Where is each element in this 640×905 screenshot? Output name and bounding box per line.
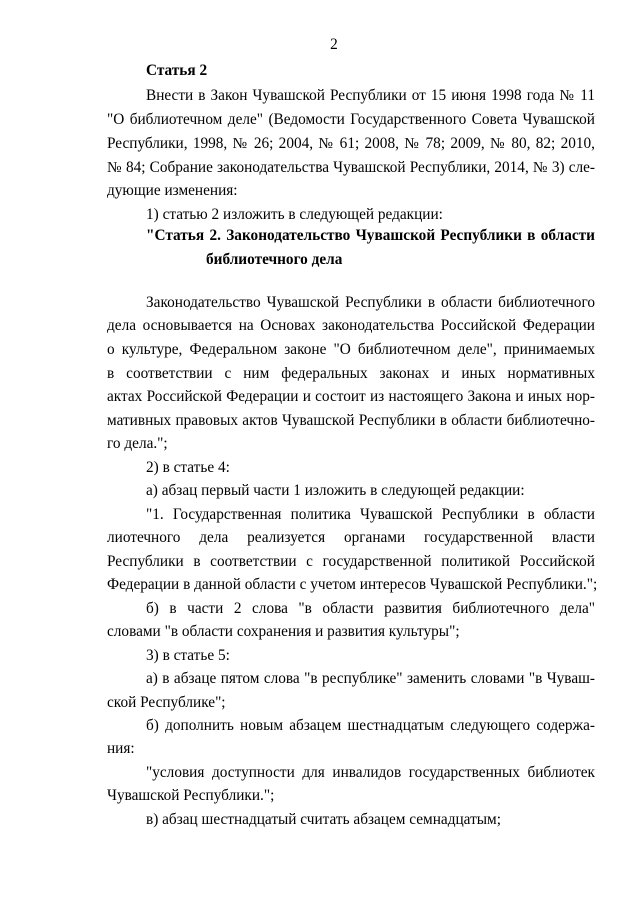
item-1: 1) статью 2 изложить в следующей редакции:	[146, 206, 443, 223]
item-2a-text-line: Республики в соответствии с государственной политикой Российской	[107, 553, 595, 570]
item-3a-line: а) в абзаце пятом слова "в республике" заменить словами "в Чуваш-	[146, 670, 595, 687]
new-article-body-line: Законодательство Чувашской Республики в области библиотечного	[146, 294, 595, 311]
item-3c: в) абзац шестнадцатый считать абзацем семнадцатым;	[146, 811, 501, 828]
item-3b-line: б) дополнить новым абзацем шестнадцатым следующего содержа-	[146, 717, 595, 734]
new-article-body-line: дела основывается на Основах законодательства Российской Федерации	[107, 317, 595, 334]
item-2: 2) в статье 4:	[146, 459, 230, 476]
new-article-body-line: актах Российской Федерации и состоит из настоящего Закона и иных нор-	[107, 388, 595, 405]
page-number: 2	[330, 36, 338, 53]
new-article-body-line: го дела.";	[107, 435, 168, 452]
article-heading: Статья 2	[146, 62, 208, 79]
item-3b-text-line: "условия доступности для инвалидов государственных библиотек	[146, 764, 595, 781]
new-article-body-line: в соответствии с ним федеральных законах и иных нормативных	[107, 365, 595, 382]
new-article-title: библиотечного дела	[206, 251, 343, 268]
item-2b-line: словами "в области сохранения и развития культуры";	[107, 623, 460, 640]
item-2b-line: б) в части 2 слова "в области развития библиотечного дела"	[146, 600, 595, 617]
item-3a-line: ской Республике";	[107, 694, 226, 711]
item-3b-text-line: Чувашской Республики.";	[107, 787, 275, 804]
new-article-title: "Статья 2. Законодательство Чувашской Республики в области	[146, 227, 595, 244]
item-2a-text-line: лиотечного дела реализуется органами государственной власти	[107, 529, 595, 546]
new-article-body-line: о культуре, Федеральном законе "О библиотечном деле", принимаемых	[107, 341, 595, 358]
intro-line: "О библиотечном деле" (Ведомости Государственного Совета Чувашской	[107, 111, 595, 128]
intro-line: дующие изменения:	[107, 182, 238, 199]
item-2a-text-line: "1. Государственная политика Чувашской Республики в области	[146, 506, 595, 523]
intro-line: Внести в Закон Чувашской Республики от 15 июня 1998 года № 11	[146, 87, 595, 104]
item-3b-line: ния:	[107, 740, 135, 757]
item-2a: а) абзац первый части 1 изложить в следующей редакции:	[146, 482, 525, 499]
item-3: 3) в статье 5:	[146, 647, 230, 664]
item-2a-text-line: Федерации в данной области с учетом интересов Чувашской Республики.";	[107, 576, 598, 593]
intro-line: № 84; Собрание законодательства Чувашской Республики, 2014, № 3) сле-	[107, 159, 595, 176]
intro-line: Республики, 1998, № 26; 2004, № 61; 2008, № 78; 2009, № 80, 82; 2010,	[107, 135, 595, 152]
new-article-body-line: мативных правовых актов Чувашской Республики в области библиотечно-	[107, 412, 595, 429]
